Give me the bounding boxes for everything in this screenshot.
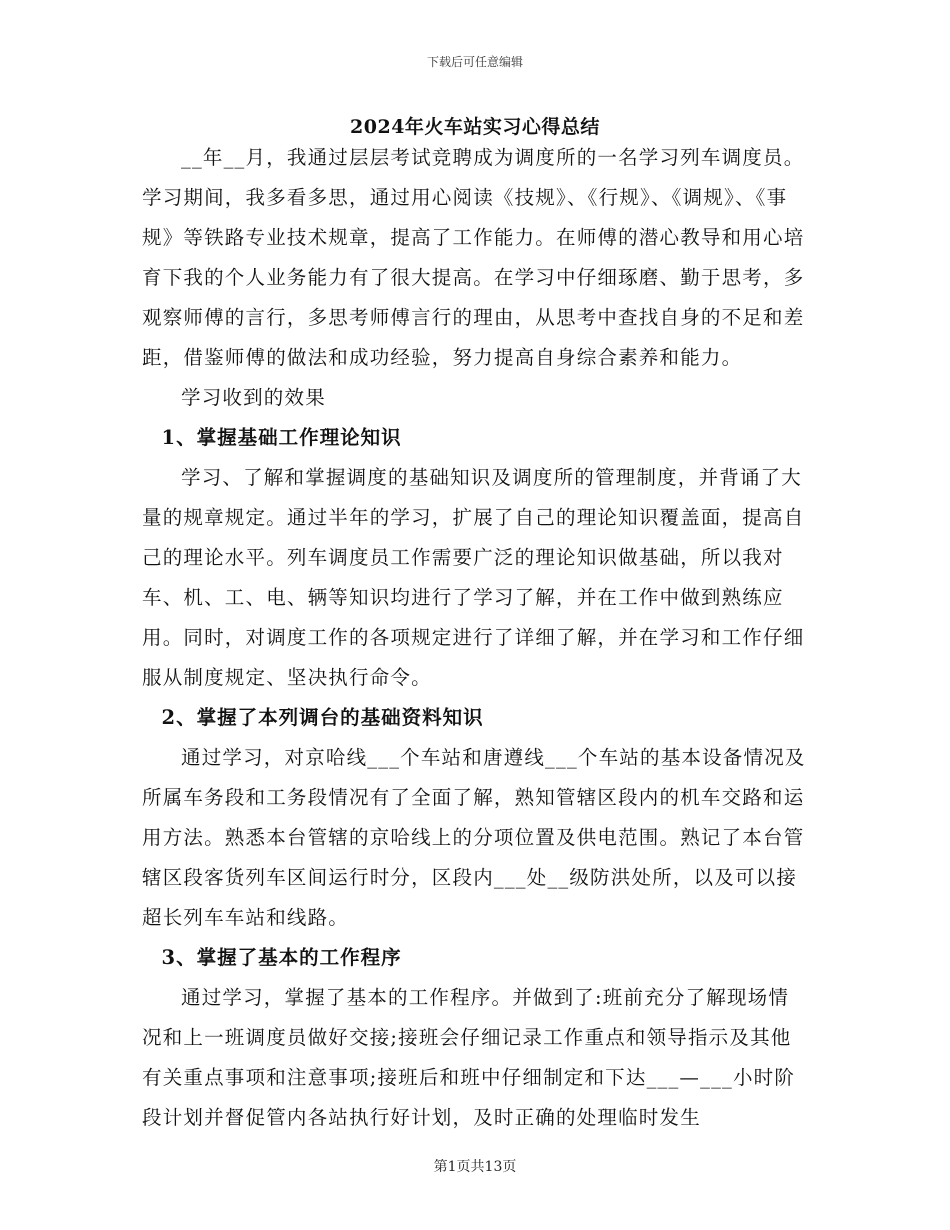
section-body-2: 通过学习，对京哈线___个车站和唐遵线___个车站的基本设备情况及所属车务段和工务段情况有了全面了解，熟知管辖区段内的机车交路和运用方法。熟悉本台管辖的京哈线上的分项位置及供电范围。熟记了本台管辖区段客货列车区间运行时分，区段内___处__级防洪处所，以及可以接超长列车车站和线路。: [142, 746, 806, 929]
header-note: 下载后可任意编辑: [426, 55, 523, 69]
section-heading-3: 3、掌握了基本的工作程序: [161, 946, 402, 969]
section-heading-2: 2、掌握了本列调台的基础资料知识: [161, 706, 484, 729]
section-heading-1: 1、掌握基础工作理论知识: [161, 426, 402, 449]
document-title: 2024年火车站实习心得总结: [350, 116, 600, 138]
effects-heading: 学习收到的效果: [181, 386, 326, 409]
document-page: [142, 110, 808, 1138]
page-footer: 第1页共13页: [433, 1159, 517, 1175]
intro-paragraph: __年__月，我通过层层考试竞聘成为调度所的一名学习列车调度员。学习期间，我多看多思，通过用心阅读《技规》、《行规》、《调规》、《事规》等铁路专业技术规章，提高了工作能力。在师傅的潜心教导和用心培育下我的个人业务能力有了很大提高。在学习中仔细琢磨、勤于思考，多观察师傅的言行，多思考师傅言行的理由，从思考中查找自身的不足和差距，借鉴师傅的做法和成功经验，努力提高自身综合素养和能力。: [142, 146, 805, 369]
section-body-1: 学习、了解和掌握调度的基础知识及调度所的管理制度，并背诵了大量的规章规定。通过半年的学习，扩展了自己的理论知识覆盖面，提高自己的理论水平。列车调度员工作需要广泛的理论知识做基础，所以我对车、机、工、电、辆等知识均进行了学习了解，并在工作中做到熟练应用。同时，对调度工作的各项规定进行了详细了解，并在学习和工作仔细服从制度规定、坚决执行命令。: [142, 466, 805, 689]
section-body-3: 通过学习，掌握了基本的工作程序。并做到了:班前充分了解现场情况和上一班调度员做好交接;接班会仔细记录工作重点和领导指示及其他有关重点事项和注意事项;接班后和班中仔细制定和下达___—___小时阶段计划并督促管内各站执行好计划，及时正确的处理临时发生: [142, 986, 796, 1129]
